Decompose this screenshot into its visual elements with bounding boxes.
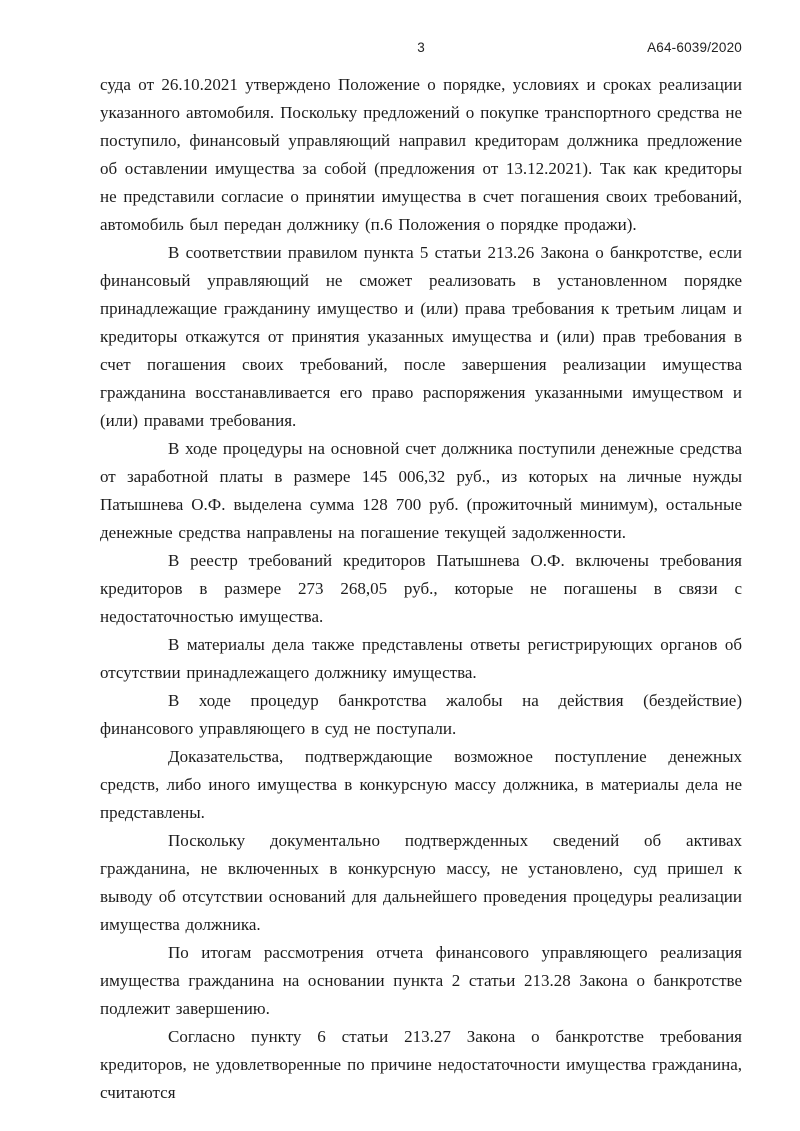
paragraph: Доказательства, подтверждающие возможное поступление денежных средств, либо иного имущества в конкурсную массу должника, в материалы дела не представлены. [100, 747, 742, 822]
paragraph: Поскольку документально подтвержденных сведений об активах гражданина, не включенных в конкурсную массу, не установлено, суд пришел к выводу об отсутствии оснований для дальнейшего проведения процедуры реализации имущества должника. [100, 831, 742, 934]
document-body [100, 71, 742, 1107]
paragraph: По итогам рассмотрения отчета финансового управляющего реализация имущества гражданина на основании пункта 2 статьи 213.28 Закона о банкротстве подлежит завершению. [100, 943, 742, 1018]
paragraph: суда от 26.10.2021 утверждено Положение о порядке, условиях и сроках реализации указанного автомобиля. Поскольку предложений о покупке транспортного средства не поступило, финансовый управляющий направил кредиторам должника предложение об оставлении имущества за собой (предложения от 13.12.2021). Так как кредиторы не представили согласие о принятии имущества в счет погашения своих требований, автомобиль был передан должнику (п.6 Положения о порядке продажи). [100, 75, 742, 234]
page-number: 3 [417, 40, 425, 55]
paragraph: В ходе процедур банкротства жалобы на действия (бездействие) финансового управляющего в суд не поступали. [100, 691, 742, 738]
paragraph: В ходе процедуры на основной счет должника поступили денежные средства от заработной платы в размере 145 006,32 руб., из которых на личные нужды Патышнева О.Ф. выделена сумма 128 700 руб. (прожиточный минимум), остальные денежные средства направлены на погашение текущей задолженности. [100, 439, 742, 542]
paragraph: В соответствии правилом пункта 5 статьи 213.26 Закона о банкротстве, если финансовый управляющий не сможет реализовать в установленном порядке принадлежащие гражданину имущество и (или) права требования к третьим лицам и кредиторы откажутся от принятия указанных имущества и (или) прав требования в счет погашения своих требований, после завершения реализации имущества гражданина восстанавливается его право распоряжения указанными имуществом и (или) правами требования. [100, 243, 742, 430]
page-header [100, 40, 742, 60]
paragraph: В материалы дела также представлены ответы регистрирующих органов об отсутствии принадлежащего должнику имущества. [100, 635, 742, 682]
paragraph: Согласно пункту 6 статьи 213.27 Закона о банкротстве требования кредиторов, не удовлетворенные по причине недостаточности имущества гражданина, считаются [100, 1027, 742, 1102]
case-number: А64-6039/2020 [647, 40, 742, 55]
paragraph: В реестр требований кредиторов Патышнева О.Ф. включены требования кредиторов в размере 273 268,05 руб., которые не погашены в связи с недостаточностью имущества. [100, 551, 742, 626]
